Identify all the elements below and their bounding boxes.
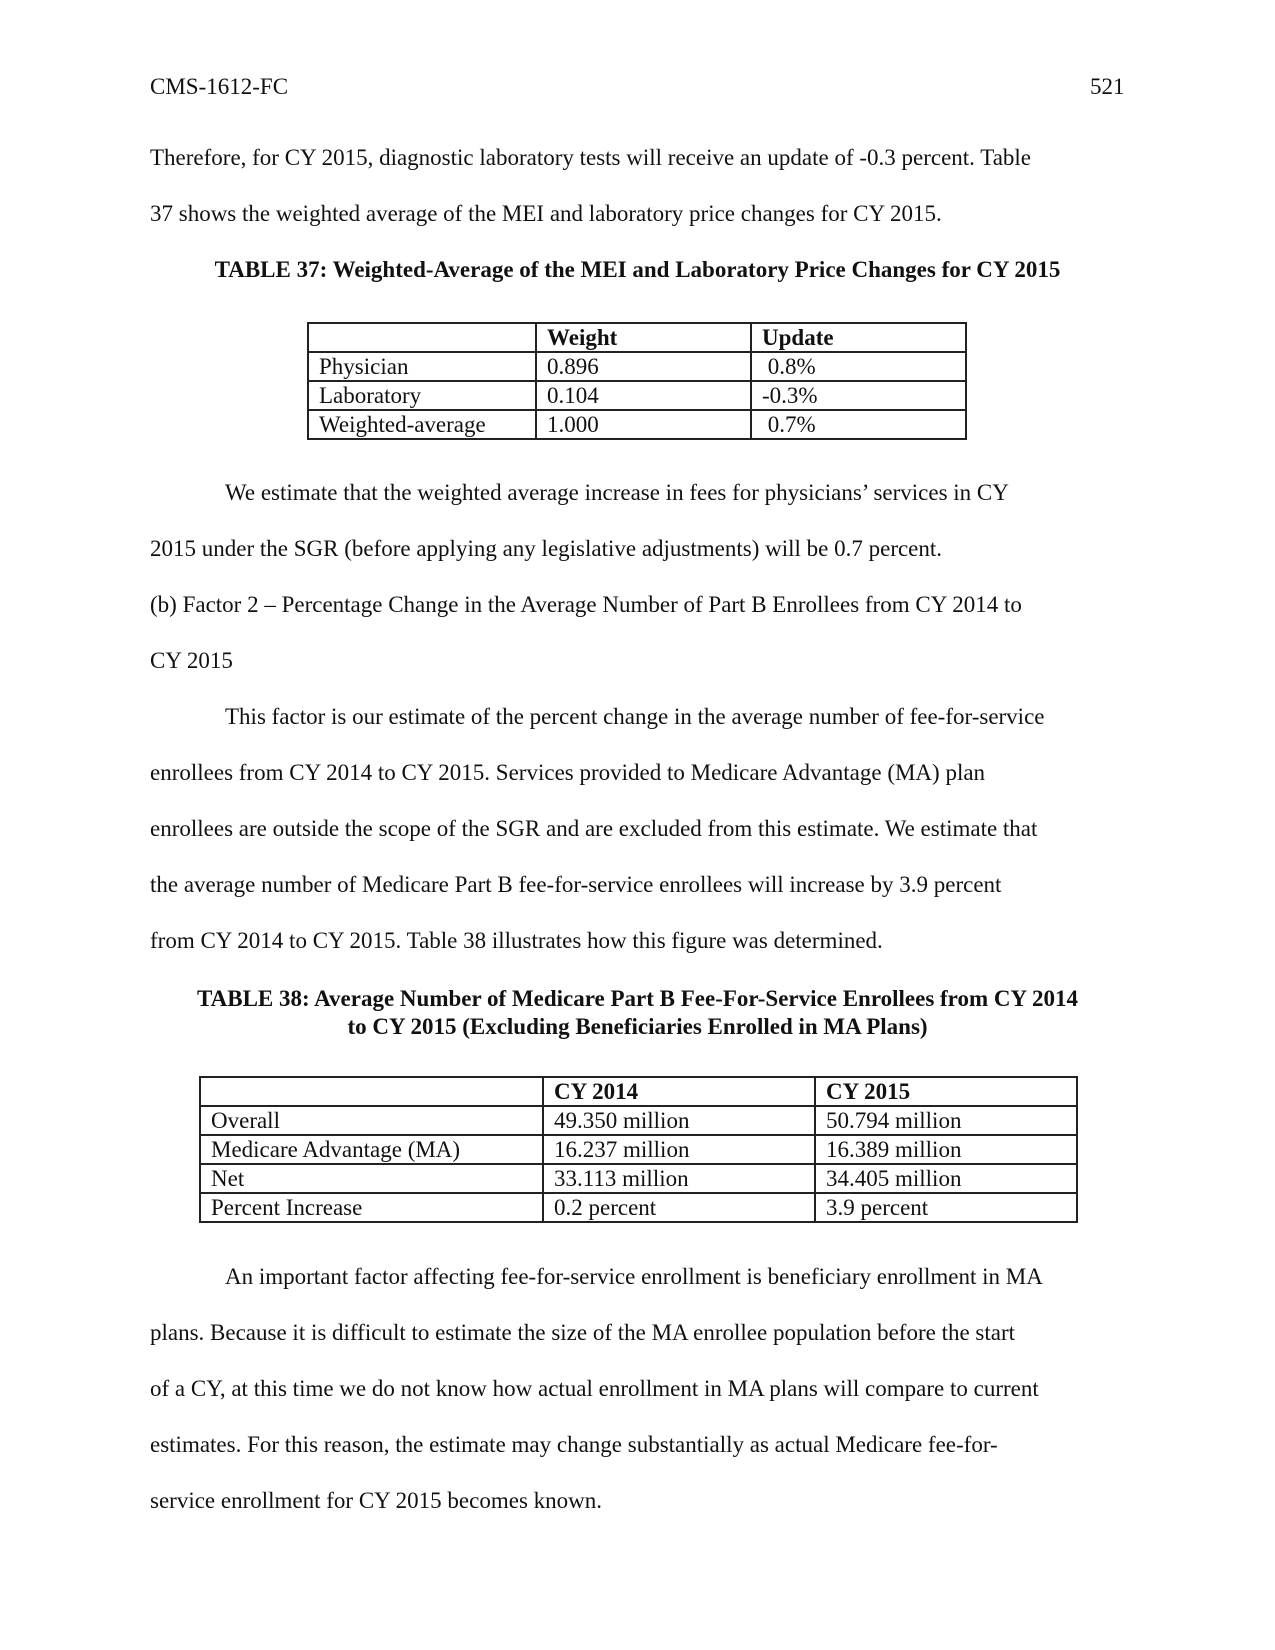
table-cell: 0.104 [536, 381, 751, 410]
table-row [200, 1106, 1077, 1135]
paragraph-4-line-5: service enrollment for CY 2015 becomes known. [150, 1488, 603, 1513]
table-38-title-line-1: TABLE 38: Average Number of Medicare Part B Fee-For-Service Enrollees from CY 2014 [196, 986, 1079, 1011]
table-cell: Medicare Advantage (MA) [200, 1135, 543, 1164]
table-row [200, 1135, 1077, 1164]
table-header-row [308, 323, 966, 352]
table-cell: Physician [308, 352, 536, 381]
table-cell: 0.2 percent [543, 1193, 815, 1222]
table-header-cell: CY 2015 [815, 1077, 1077, 1106]
table-row [308, 381, 966, 410]
table-header-cell [308, 323, 536, 352]
table-cell: 33.113 million [543, 1164, 815, 1193]
table-cell: 0.896 [536, 352, 751, 381]
table-cell: Percent Increase [200, 1193, 543, 1222]
table-row [200, 1164, 1077, 1193]
paragraph-1-line-1: Therefore, for CY 2015, diagnostic laboratory tests will receive an update of -0.3 percent. Table [150, 145, 1032, 170]
paragraph-4-line-2: plans. Because it is difficult to estimate the size of the MA enrollee population before the start [150, 1320, 1016, 1345]
table-cell: 16.237 million [543, 1135, 815, 1164]
section-b-heading-line-2: CY 2015 [150, 648, 233, 673]
paragraph-4-line-1: An important factor affecting fee-for-service enrollment is beneficiary enrollment in MA [225, 1264, 1043, 1289]
table-row [308, 410, 966, 439]
table-cell: 3.9 percent [815, 1193, 1077, 1222]
table-cell: Laboratory [308, 381, 536, 410]
table-cell: 0.7% [751, 410, 966, 439]
paragraph-2-line-1: We estimate that the weighted average increase in fees for physicians’ services in CY [225, 480, 1009, 505]
paragraph-1-line-2: 37 shows the weighted average of the MEI and laboratory price changes for CY 2015. [150, 201, 942, 226]
table-header-row [200, 1077, 1077, 1106]
table-cell: Net [200, 1164, 543, 1193]
paragraph-3-line-5: from CY 2014 to CY 2015. Table 38 illustrates how this figure was determined. [150, 928, 883, 953]
table-37-title: TABLE 37: Weighted-Average of the MEI and Laboratory Price Changes for CY 2015 [214, 257, 1061, 282]
paragraph-2-line-2: 2015 under the SGR (before applying any legislative adjustments) will be 0.7 percent. [150, 536, 943, 561]
table-row [308, 352, 966, 381]
table-38 [199, 1076, 1078, 1223]
table-cell: 50.794 million [815, 1106, 1077, 1135]
page-number: 521 [1090, 74, 1125, 99]
table-header-cell: CY 2014 [543, 1077, 815, 1106]
table-37 [307, 322, 967, 440]
table-cell: 0.8% [751, 352, 966, 381]
table-header-cell [200, 1077, 543, 1106]
document-id: CMS-1612-FC [150, 74, 289, 99]
table-cell: 1.000 [536, 410, 751, 439]
table-cell: 34.405 million [815, 1164, 1077, 1193]
table-38-title-line-2: to CY 2015 (Excluding Beneficiaries Enrolled in MA Plans) [347, 1014, 928, 1039]
table-cell: 49.350 million [543, 1106, 815, 1135]
paragraph-3-line-1: This factor is our estimate of the percent change in the average number of fee-for-service [225, 704, 1045, 729]
table-cell: 16.389 million [815, 1135, 1077, 1164]
table-header-cell: Update [751, 323, 966, 352]
table-cell: -0.3% [751, 381, 966, 410]
paragraph-4-line-3: of a CY, at this time we do not know how actual enrollment in MA plans will compare to current [150, 1376, 1039, 1401]
paragraph-3-line-3: enrollees are outside the scope of the SGR and are excluded from this estimate. We estimate that [150, 816, 1038, 841]
paragraph-3-line-2: enrollees from CY 2014 to CY 2015. Services provided to Medicare Advantage (MA) plan [150, 760, 986, 785]
table-cell: Weighted-average [308, 410, 536, 439]
table-cell: Overall [200, 1106, 543, 1135]
table-header-cell: Weight [536, 323, 751, 352]
section-b-heading-line-1: (b) Factor 2 – Percentage Change in the Average Number of Part B Enrollees from CY 2014 to [150, 592, 1022, 617]
paragraph-4-line-4: estimates. For this reason, the estimate may change substantially as actual Medicare fee-for- [150, 1432, 998, 1457]
table-row [200, 1193, 1077, 1222]
paragraph-3-line-4: the average number of Medicare Part B fee-for-service enrollees will increase by 3.9 percent [150, 872, 1002, 897]
